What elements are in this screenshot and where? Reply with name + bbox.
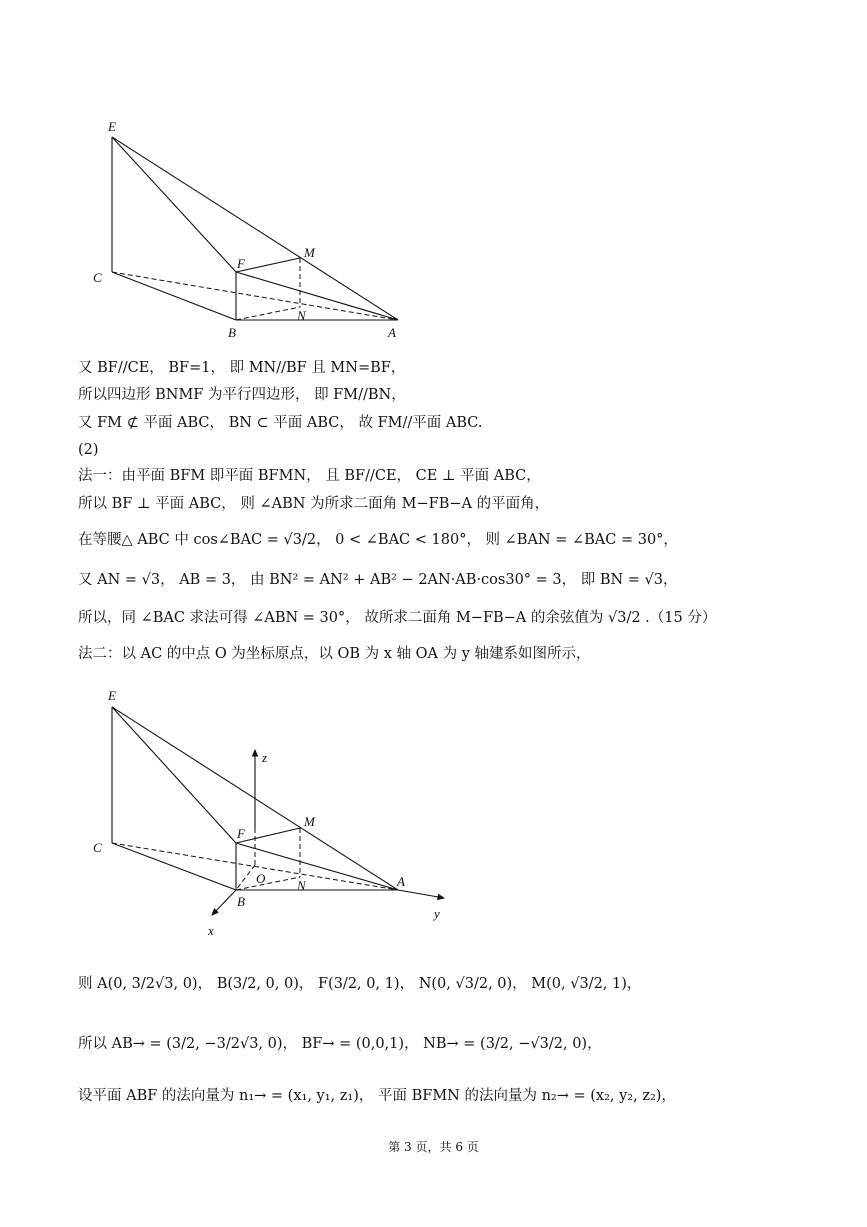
text-line-9: 所以，同 ∠BAC 求法可得 ∠ABN = 30°， 故所求二面角 M−FB−A 的余弦值为 √3/2 .（15 分） bbox=[78, 610, 717, 626]
fig2-label-y: y bbox=[434, 906, 440, 921]
text-line-3: 又 FM ⊄ 平面 ABC， BN ⊂ 平面 ABC， 故 FM//平面 ABC. bbox=[78, 415, 483, 431]
text-line-4: (2) bbox=[78, 442, 99, 458]
figure-2 bbox=[0, 680, 867, 940]
fig2-label-M: M bbox=[304, 814, 315, 829]
text-line-1: 又 BF//CE， BF=1， 即 MN//BF 且 MN=BF， bbox=[78, 360, 406, 376]
fig1-label-B: B bbox=[228, 325, 236, 340]
text-line-10: 法二：以 AC 的中点 O 为坐标原点，以 OB 为 x 轴 OA 为 y 轴建系如图所示， bbox=[78, 646, 591, 662]
page-footer: 第 3 页，共 6 页 bbox=[388, 1140, 479, 1154]
fig2-label-A: A bbox=[397, 874, 405, 889]
text-line-7: 在等腰△ ABC 中 cos∠BAC = √3/2， 0 < ∠BAC < 180°， 则 ∠BAN = ∠BAC = 30°， bbox=[78, 532, 678, 548]
text-line-12: 所以 AB→ = (3/2, −3/2√3, 0)， BF→ = (0,0,1)， NB→ = (3/2, −√3/2, 0)， bbox=[78, 1036, 602, 1052]
fig2-label-E: E bbox=[108, 688, 116, 703]
text-line-11: 则 A(0, 3/2√3, 0)， B(3/2, 0, 0)， F(3/2, 0, 1)， N(0, √3/2, 0)， M(0, √3/2, 1)， bbox=[78, 976, 642, 992]
fig2-label-F: F bbox=[237, 826, 245, 841]
figure-1 bbox=[0, 0, 867, 350]
fig1-label-A: A bbox=[388, 325, 396, 340]
text-line-8: 又 AN = √3， AB = 3， 由 BN² = AN² + AB² − 2AN·AB·cos30° = 3， 即 BN = √3， bbox=[78, 572, 678, 588]
text-line-13: 设平面 ABF 的法向量为 n₁→ = (x₁, y₁, z₁)， 平面 BFMN 的法向量为 n₂→ = (x₂, y₂, z₂)， bbox=[78, 1088, 676, 1104]
fig1-label-N: N bbox=[297, 308, 306, 323]
fig2-label-z: z bbox=[262, 750, 268, 765]
text-line-5: 法一：由平面 BFM 即平面 BFMN， 且 BF//CE， CE ⊥ 平面 ABC， bbox=[78, 468, 541, 484]
fig2-label-O: O bbox=[256, 871, 266, 886]
fig2-label-B: B bbox=[237, 894, 245, 909]
text-line-6: 所以 BF ⊥ 平面 ABC， 则 ∠ABN 为所求二面角 M−FB−A 的平面角， bbox=[78, 496, 550, 512]
fig2-label-C: C bbox=[93, 840, 102, 855]
fig2-label-x: x bbox=[208, 923, 214, 938]
fig1-label-C: C bbox=[93, 270, 102, 285]
fig2-label-N: N bbox=[297, 878, 306, 893]
fig1-label-F: F bbox=[237, 256, 245, 271]
text-line-2: 所以四边形 BNMF 为平行四边形， 即 FM//BN， bbox=[78, 387, 406, 403]
fig1-label-M: M bbox=[304, 245, 315, 260]
fig1-label-E: E bbox=[108, 119, 116, 134]
